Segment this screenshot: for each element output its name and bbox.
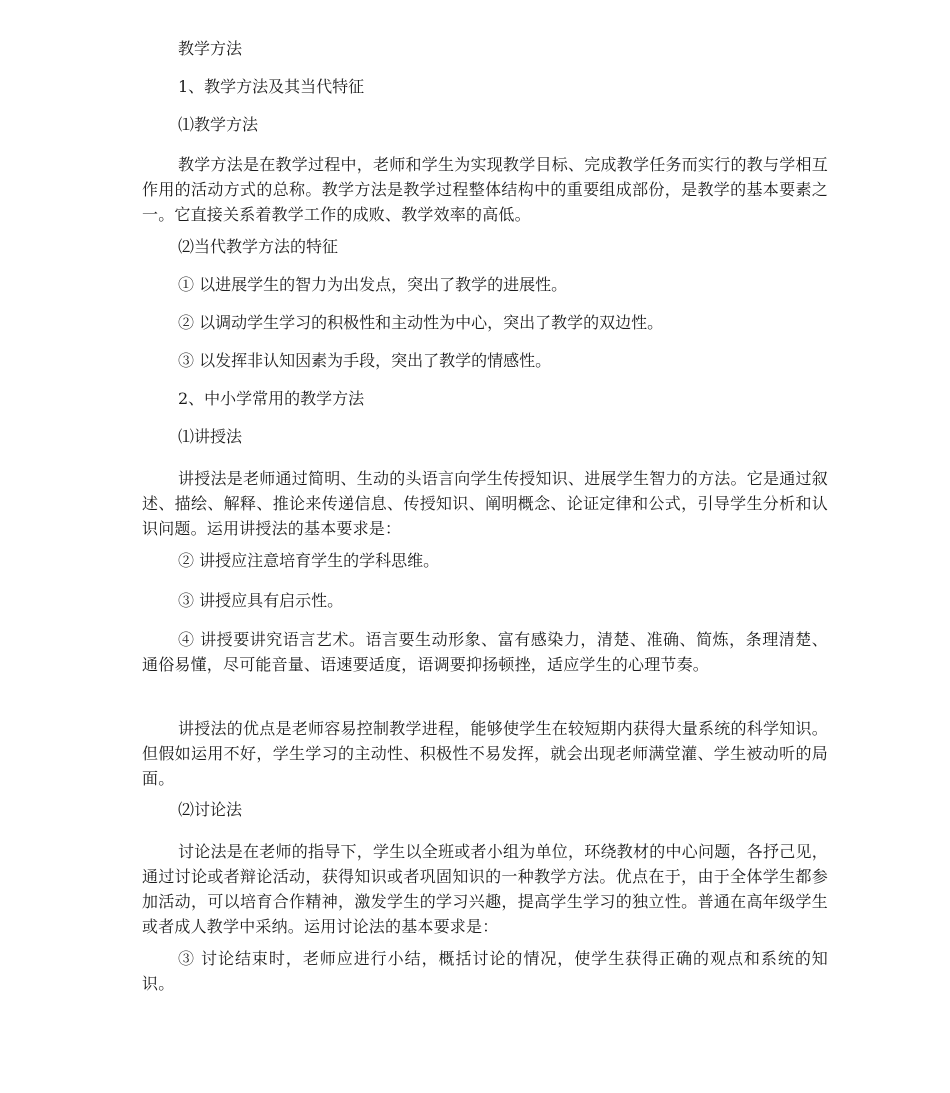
section2-heading: 2、中小学常用的教学方法 [178, 389, 365, 408]
lecture-requirement-3: ③ 讲授应具有启示性。 [178, 591, 344, 610]
teaching-method-heading: ⑴教学方法 [178, 115, 259, 134]
lecture-requirement-4: ④ 讲授要讲究语言艺术。语言要生动形象、富有感染力，清楚、准确、简炼，条理清楚、通俗易懂，尽可能音量、语速要适度，语调要抑扬顿挫，适应学生的心理节奏。 [142, 630, 828, 674]
modern-features-heading: ⑵当代教学方法的特征 [178, 237, 339, 256]
section1-heading: 1、教学方法及其当代特征 [178, 77, 365, 96]
discussion-requirement-3: ③ 讨论结束时，老师应进行小结，概括讨论的情况，使学生获得正确的观点和系统的知识。 [142, 949, 828, 993]
feature-item-3: ③ 以发挥非认知因素为手段，突出了教学的情感性。 [178, 351, 552, 370]
lecture-advantages-paragraph: 讲授法的优点是老师容易控制教学进程，能够使学生在较短期内获得大量系统的科学知识。但假如运用不好，学生学习的主动性、积极性不易发挥，就会出现老师满堂灌、学生被动听的局面。 [142, 719, 828, 788]
lecture-requirement-2: ② 讲授应注意培育学生的学科思维。 [178, 551, 440, 570]
feature-item-2: ② 以调动学生学习的积极性和主动性为中心，突出了教学的双边性。 [178, 313, 664, 332]
feature-item-1: ① 以进展学生的智力为出发点，突出了教学的进展性。 [178, 275, 568, 294]
lecture-paragraph: 讲授法是老师通过简明、生动的头语言向学生传授知识、进展学生智力的方法。它是通过叙述、描绘、解释、推论来传递信息、传授知识、阐明概念、论证定律和公式，引导学生分析和认识问题。运用讲授法的基本要求是： [142, 469, 828, 538]
discussion-heading: ⑵讨论法 [178, 800, 243, 819]
lecture-heading: ⑴讲授法 [178, 427, 243, 446]
teaching-method-paragraph: 教学方法是在教学过程中，老师和学生为实现教学目标、完成教学任务而实行的教与学相互作用的活动方式的总称。教学方法是教学过程整体结构中的重要组成部份，是教学的基本要素之一。它直接关系着教学工作的成败、教学效率的高低。 [142, 155, 828, 224]
discussion-paragraph: 讨论法是在老师的指导下，学生以全班或者小组为单位，环绕教材的中心问题，各抒己见，通过讨论或者辩论活动，获得知识或者巩固知识的一种教学方法。优点在于，由于全体学生都参加活动，可以培育合作精神，激发学生的学习兴趣，提高学生学习的独立性。普通在高年级学生或者成人教学中采纳。运用讨论法的基本要求是： [142, 842, 828, 936]
document-title: 教学方法 [178, 39, 243, 58]
